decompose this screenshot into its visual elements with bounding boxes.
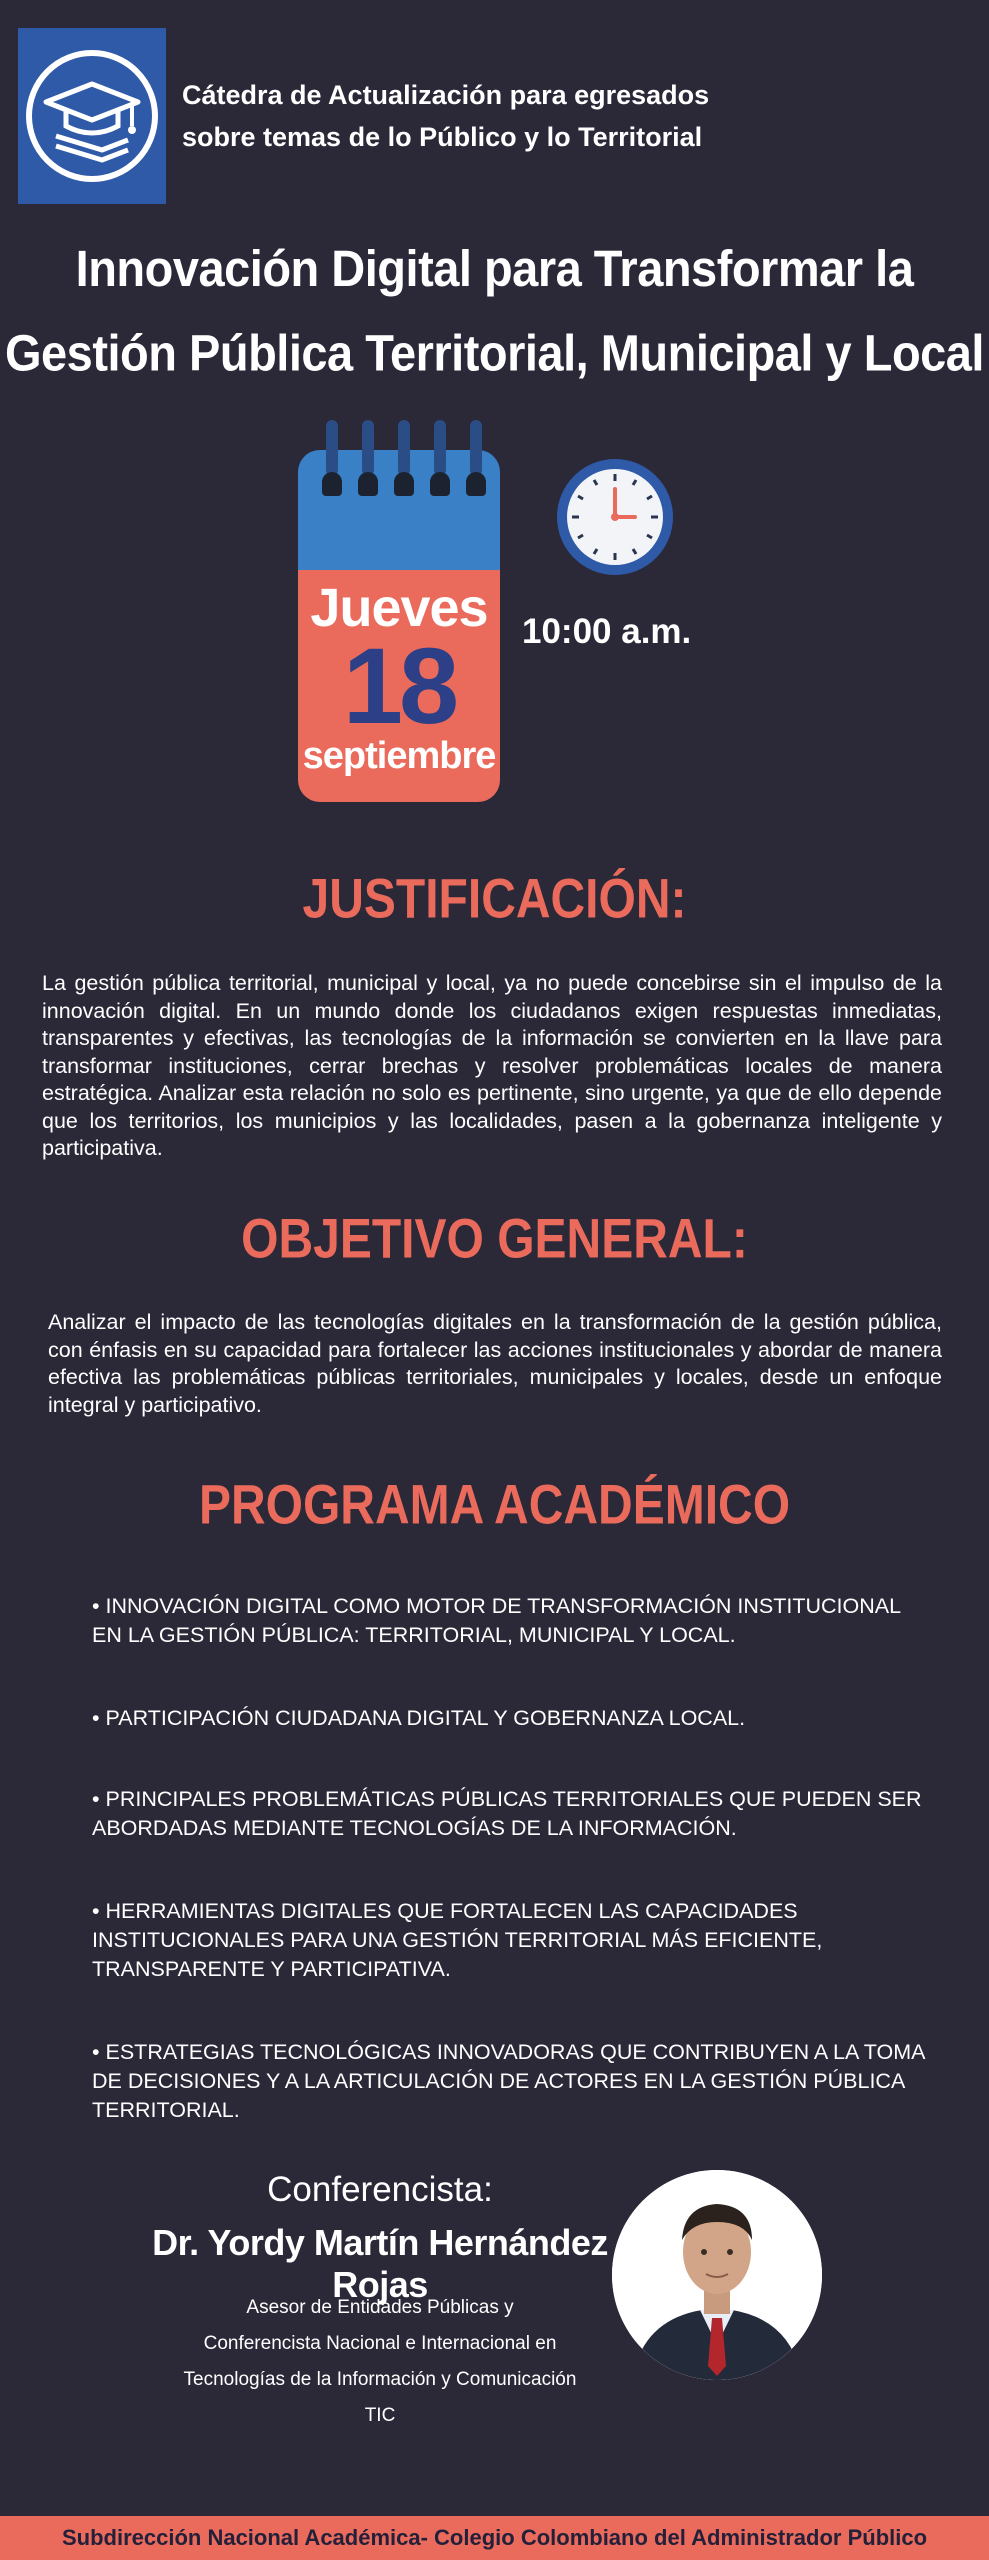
title-line-2: Gestión Pública Territorial, Municipal y Local (4, 323, 984, 382)
logo (18, 28, 166, 204)
program-title: PROGRAMA ACADÉMICO (198, 1475, 791, 1536)
list-item: • ESTRATEGIAS TECNOLÓGICAS INNOVADORAS QUE CONTRIBUYEN A LA TOMA DE DECISIONES Y A LA ARTICULACIÓN DE ACTORES EN LA GESTIÓN PÚBLICA TERRITORIAL. (92, 2040, 925, 2122)
event-day-number: 18 (342, 625, 456, 746)
objective-text: Analizar el impacto de las tecnologías digitales en la transformación de la gestión pública, con énfasis en su capacidad para fortalecer las acciones institucionales y abordar de manera efectiva las problemáticas públicas territoriales, municipales y locales, desde un enfoque integral y participativo. (48, 1310, 942, 1417)
event-time: 10:00 a.m. (522, 612, 692, 651)
header-text: Cátedra de Actualización para egresados sobre temas de lo Público y lo Territorial (182, 80, 710, 152)
list-item: • INNOVACIÓN DIGITAL COMO MOTOR DE TRANSFORMACIÓN INSTITUCIONAL EN LA GESTIÓN PÚBLICA: TERRITORIAL, MUNICIPAL Y LOCAL. (92, 1594, 901, 1647)
justification-text: La gestión pública territorial, municipal y local, ya no puede concebirse sin el impulso de la innovación digital. En un mundo donde los ciudadanos exigen respuestas inmediatas, transparentes y efectivas, las tecnologías de la información se convierten en la llave para transformar instituciones, cerrar brechas y resolver problemáticas locales de manera estratégica. Analizar esta relación no solo es pertinente, sino urgente, ya que de ello depende que los territorios, los municipios y las localidades, pasen a la gobernanza inteligente y participativa. (42, 971, 942, 1160)
graduation-cap-icon (26, 50, 158, 182)
speaker-role: Asesor de Entidades Públicas y Conferencista Nacional e Internacional en Tecnologías de la Información y Comunicación TIC (183, 2297, 577, 2426)
speaker-label: Conferencista: (267, 2170, 493, 2209)
page-title (0, 219, 989, 403)
event-month: septiembre (302, 735, 496, 777)
event-day-name: Jueves (310, 578, 488, 638)
justification-title: JUSTIFICACIÓN: (302, 869, 687, 930)
title-line-1: Innovación Digital para Transformar la (75, 239, 914, 297)
list-item: • PRINCIPALES PROBLEMÁTICAS PÚBLICAS TERRITORIALES QUE PUEDEN SER ABORDADAS MEDIANTE TECNOLOGÍAS DE LA INFORMACIÓN. (92, 1787, 922, 1840)
footer (0, 2516, 989, 2560)
footer-text: Subdirección Nacional Académica- Colegio Colombiano del Administrador Público (61, 2525, 928, 2550)
list-item: • HERRAMIENTAS DIGITALES QUE FORTALECEN LAS CAPACIDADES INSTITUCIONALES PARA UNA GESTIÓN TERRITORIAL MÁS EFICIENTE, TRANSPARENTE Y PARTICIPATIVA. (92, 1899, 823, 1981)
speaker-name: Dr. Yordy Martín Hernández Rojas (152, 2222, 608, 2305)
objective-title: OBJETIVO GENERAL: (241, 1209, 748, 1270)
clock-icon (555, 445, 675, 595)
speaker-photo (612, 2170, 822, 2380)
program-list (92, 1592, 934, 2179)
calendar-icon (298, 420, 500, 802)
list-item: • PARTICIPACIÓN CIUDADANA DIGITAL Y GOBERNANZA LOCAL. (92, 1706, 746, 1730)
